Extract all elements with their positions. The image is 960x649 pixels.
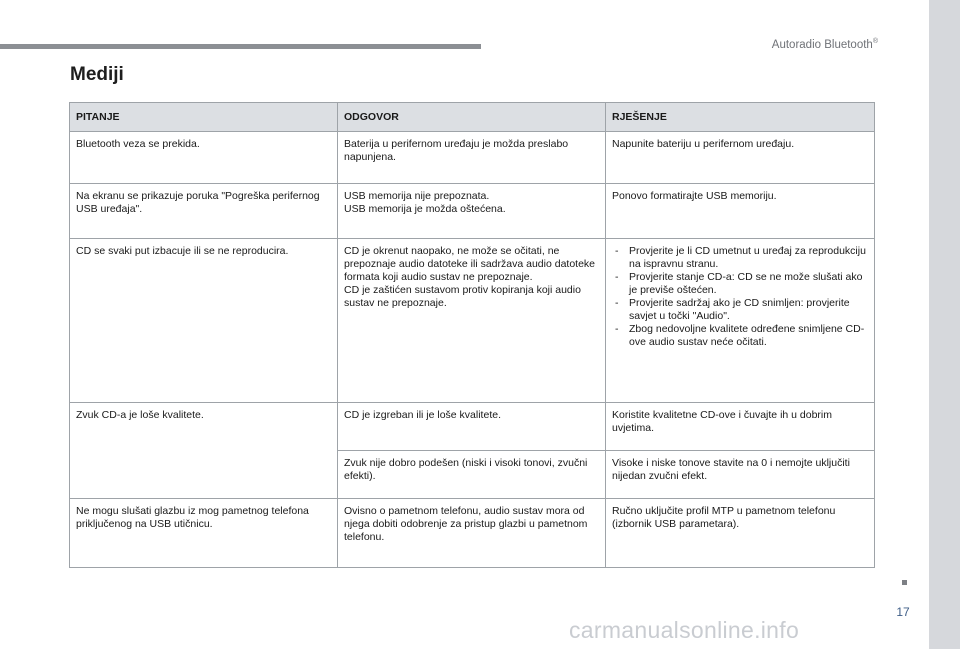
question-cell: CD se svaki put izbacuje ili se ne reproducira. bbox=[70, 239, 338, 403]
side-bar bbox=[929, 0, 960, 649]
table-row bbox=[70, 403, 875, 451]
question-cell: Na ekranu se prikazuje poruka "Pogreška perifernog USB uređaja". bbox=[70, 184, 338, 239]
page-number: 17 bbox=[896, 605, 910, 619]
table-row bbox=[70, 132, 875, 184]
answer-cell: Zvuk nije dobro podešen (niski i visoki tonovi, zvučni efekti). bbox=[338, 451, 606, 499]
column-header-answer: ODGOVOR bbox=[338, 103, 606, 132]
solution-cell: Koristite kvalitetne CD-ove i čuvajte ih u dobrim uvjetima. bbox=[606, 403, 875, 451]
chapter-title: Autoradio Bluetooth® bbox=[771, 38, 878, 51]
question-cell: Ne mogu slušati glazbu iz mog pametnog telefona priključenog na USB utičnicu. bbox=[70, 499, 338, 568]
solution-cell: Visoke i niske tonove stavite na 0 i nemojte uključiti nijedan zvučni efekt. bbox=[606, 451, 875, 499]
answer-line: USB memorija nije prepoznata. bbox=[344, 190, 490, 202]
list-item: - Zbog nedovoljne kvalitete određene snimljene CD-ove audio sustav neće očitati. bbox=[612, 323, 868, 349]
list-item: - Provjerite je li CD umetnut u uređaj za reprodukciju na ispravnu stranu. bbox=[612, 245, 868, 271]
page-marker bbox=[902, 580, 907, 585]
solution-cell bbox=[606, 239, 875, 403]
list-item: - Provjerite sadržaj ako je CD snimljen: provjerite savjet u točki "Audio". bbox=[612, 297, 868, 323]
solution-cell: Napunite bateriju u perifernom uređaju. bbox=[606, 132, 875, 184]
question-cell: Zvuk CD-a je loše kvalitete. bbox=[70, 403, 338, 499]
section-title: Mediji bbox=[70, 64, 124, 85]
answer-cell: Ovisno o pametnom telefonu, audio sustav mora od njega dobiti odobrenje za pristup glazbi u pametnom telefonu. bbox=[338, 499, 606, 568]
answer-line: CD je zaštićen sustavom protiv kopiranja koji audio sustav ne prepoznaje. bbox=[344, 284, 581, 309]
watermark: carmanualsonline.info bbox=[569, 617, 800, 643]
list-item: - Provjerite stanje CD-a: CD se ne može slušati ako je previše oštećen. bbox=[612, 271, 868, 297]
answer-line: CD je okrenut naopako, ne može se očitati, ne prepoznaje audio datoteke ili sadržava audio datoteke formata koji audio sustav ne prepoznaje. bbox=[344, 245, 596, 283]
question-cell: Bluetooth veza se prekida. bbox=[70, 132, 338, 184]
answer-line: USB memorija je možda oštećena. bbox=[344, 203, 506, 215]
column-header-question: PITANJE bbox=[70, 103, 338, 132]
answer-cell: Baterija u perifernom uređaju je možda preslabo napunjena. bbox=[338, 132, 606, 184]
table-row bbox=[70, 499, 875, 568]
solution-cell: Ponovo formatirajte USB memoriju. bbox=[606, 184, 875, 239]
solution-list bbox=[612, 245, 868, 349]
column-header-solution: RJEŠENJE bbox=[606, 103, 875, 132]
faq-table bbox=[69, 102, 875, 568]
answer-cell bbox=[338, 184, 606, 239]
header-rule bbox=[0, 44, 481, 49]
table-row bbox=[70, 239, 875, 403]
answer-cell bbox=[338, 239, 606, 403]
answer-cell: CD je izgreban ili je loše kvalitete. bbox=[338, 403, 606, 451]
solution-cell: Ručno uključite profil MTP u pametnom telefonu (izbornik USB parametara). bbox=[606, 499, 875, 568]
table-row bbox=[70, 184, 875, 239]
table-header-row bbox=[70, 103, 875, 132]
